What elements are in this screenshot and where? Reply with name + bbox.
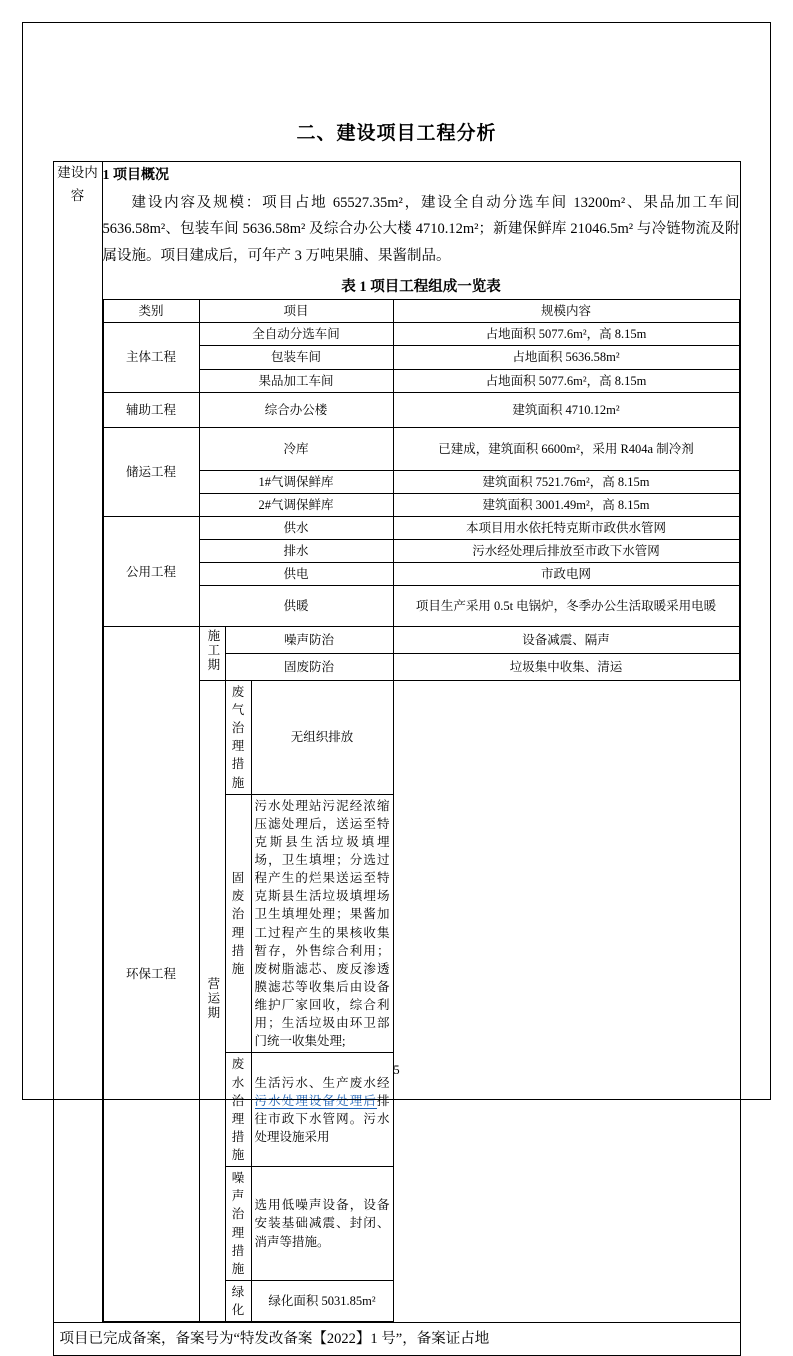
header-project: 项目 (199, 300, 393, 323)
project-name: 固废防治 (225, 654, 393, 681)
project-content: 占地面积 5077.6m²，高 8.15m (393, 369, 739, 392)
project-content: 无组织排放 (251, 680, 393, 794)
project-name: 2#气调保鲜库 (199, 493, 393, 516)
table-row (103, 392, 739, 427)
table-row (103, 627, 739, 654)
project-name: 供电 (199, 563, 393, 586)
row-label-text: 建设内容 (57, 165, 98, 203)
table-row (103, 493, 739, 516)
project-name: 噪声治理措施 (225, 1167, 251, 1281)
project-content: 已建成，建筑面积 6600m²，采用 R404a 制冷剂 (393, 427, 739, 470)
phase-construction: 施工期 (199, 627, 225, 681)
page-title: 二、建设项目工程分析 (296, 123, 497, 144)
project-name: 废气治理措施 (225, 680, 251, 794)
table-row (103, 427, 739, 470)
footer-note-cell (53, 1323, 740, 1356)
project-content: 建筑面积 3001.49m²，高 8.15m (393, 493, 739, 516)
content-highlight: 污水处理设备处理后 (254, 1093, 377, 1108)
category-storage: 储运工程 (103, 427, 199, 516)
table-row (103, 323, 739, 346)
project-content: 设备减震、隔声 (393, 627, 739, 654)
project-composition-table (103, 299, 740, 1322)
project-content: 市政电网 (393, 563, 739, 586)
project-name: 1#气调保鲜库 (199, 470, 393, 493)
project-name: 固废治理措施 (225, 794, 251, 1053)
table-row (103, 346, 739, 369)
project-content: 污水处理站污泥经浓缩压滤处理后，送运至特克斯县生活垃圾填埋场，卫生填埋；分选过程产生的烂果送运至特克斯县生活垃圾填埋场卫生填埋处理；果酱加工过程产生的果核收集暂存，外售综合利用；废树脂滤芯、废反渗透膜滤芯等收集后由设备维护厂家回收，综合利用；生活垃圾由环卫部门统一收集处理; (251, 794, 393, 1053)
table-row (103, 540, 739, 563)
project-name: 噪声防治 (225, 627, 393, 654)
category-environment: 环保工程 (103, 627, 199, 1322)
project-name: 排水 (199, 540, 393, 563)
project-name: 果品加工车间 (199, 369, 393, 392)
table-row (103, 369, 739, 392)
table-header-row (103, 300, 739, 323)
content-cell (102, 162, 740, 1323)
phase-operation: 营运期 (199, 680, 225, 1321)
project-content: 本项目用水依托特克斯市政供水管网 (393, 516, 739, 539)
project-content: 项目生产采用 0.5t 电锅炉，冬季办公生活取暖采用电暖 (393, 586, 739, 627)
content-layout-table (53, 161, 741, 1356)
table-row (103, 563, 739, 586)
project-name: 绿化 (225, 1280, 251, 1321)
content-suffix: 排往市政下水管网。污水处理设施采用 (254, 1093, 390, 1144)
project-content: 建筑面积 7521.76m²，高 8.15m (393, 470, 739, 493)
category-utility: 公用工程 (103, 516, 199, 626)
project-content: 绿化面积 5031.85m² (251, 1280, 393, 1321)
content-prefix: 生活污水、生产废水经 (254, 1075, 390, 1090)
row-label-cell (53, 162, 102, 1323)
project-content: 建筑面积 4710.12m² (393, 392, 739, 427)
project-content: 垃圾集中收集、清运 (393, 654, 739, 681)
table-caption: 表 1 项目工程组成一览表 (341, 279, 501, 296)
project-content: 占地面积 5636.58m² (393, 346, 739, 369)
project-name: 全自动分选车间 (199, 323, 393, 346)
project-content: 污水经处理后排放至市政下水管网 (393, 540, 739, 563)
table-row (103, 470, 739, 493)
project-name: 供暖 (199, 586, 393, 627)
project-name: 废水治理措施 (225, 1053, 251, 1167)
header-content: 规模内容 (393, 300, 739, 323)
section-heading: 1 项目概况 (102, 168, 169, 183)
footer-note-text: 项目已完成备案，备案号为“特发改备案【2022】1 号”，备案证占地 (59, 1331, 490, 1348)
header-category: 类别 (103, 300, 199, 323)
overview-paragraph: 建设内容及规模：项目占地 65527.35m²，建设全自动分选车间 13200m²、果品加工车间 5636.58m²、包装车间 5636.58m² 及综合办公大楼 4710.12m²；新建保鲜库 21046.5m² 与冷链物流及附属设施。项目建成后，可年产 3 万吨果脯、果酱制品。 (102, 195, 740, 264)
project-content: 占地面积 5077.6m²，高 8.15m (393, 323, 739, 346)
page-number: 5 (393, 1063, 400, 1077)
project-name: 包装车间 (199, 346, 393, 369)
project-content: 选用低噪声设备，设备安装基础减震、封闭、消声等措施。 (251, 1167, 393, 1281)
table-row (103, 516, 739, 539)
project-name: 综合办公楼 (199, 392, 393, 427)
table-row (103, 680, 739, 794)
project-name: 冷库 (199, 427, 393, 470)
table-row (103, 586, 739, 627)
category-main: 主体工程 (103, 323, 199, 392)
project-name: 供水 (199, 516, 393, 539)
category-auxiliary: 辅助工程 (103, 392, 199, 427)
